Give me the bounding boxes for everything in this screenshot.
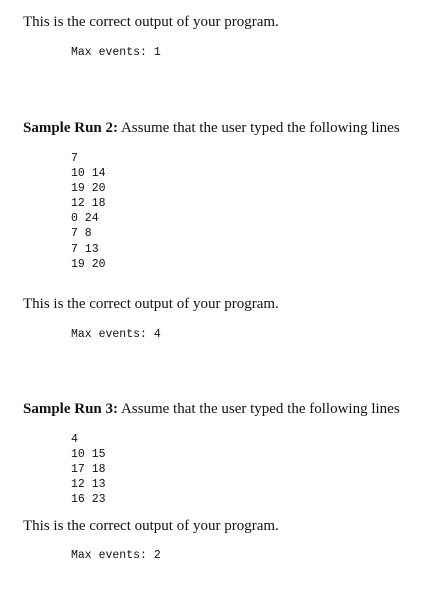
input-line: 12 13: [71, 478, 106, 492]
input-line: 4: [71, 433, 78, 446]
sample-run-2-input: [71, 151, 106, 272]
input-line: 7 8: [71, 227, 92, 241]
input-line: 19 20: [71, 182, 106, 196]
output-intro-1: This is the correct output of your program.: [23, 14, 279, 30]
input-line: 7 13: [71, 242, 99, 256]
sample-run-2-heading: [23, 119, 400, 137]
sample-run-3-label: Sample Run 3:: [23, 401, 119, 417]
sample-run-3-input: [71, 432, 106, 507]
program-output-3: Max events: 2: [71, 549, 161, 562]
input-line: 17 18: [71, 463, 106, 477]
sample-run-3-instruction: Assume that the user typed the following lines: [118, 401, 400, 417]
input-line: 7: [71, 152, 78, 165]
program-output-2: Max events: 4: [71, 328, 161, 341]
input-line: 16 23: [71, 493, 106, 507]
program-output-1: Max events: 1: [71, 46, 161, 59]
output-intro-2: This is the correct output of your program.: [23, 296, 279, 312]
sample-run-2-label: Sample Run 2:: [23, 120, 119, 136]
input-line: 10 15: [71, 448, 106, 462]
input-line: 0 24: [71, 212, 99, 226]
input-line: 10 14: [71, 167, 106, 181]
output-intro-3: This is the correct output of your program.: [23, 518, 279, 534]
sample-run-2-instruction: Assume that the user typed the following lines: [118, 120, 400, 136]
sample-run-3-heading: [23, 400, 400, 418]
input-line: 19 20: [71, 257, 106, 271]
input-line: 12 18: [71, 197, 106, 211]
